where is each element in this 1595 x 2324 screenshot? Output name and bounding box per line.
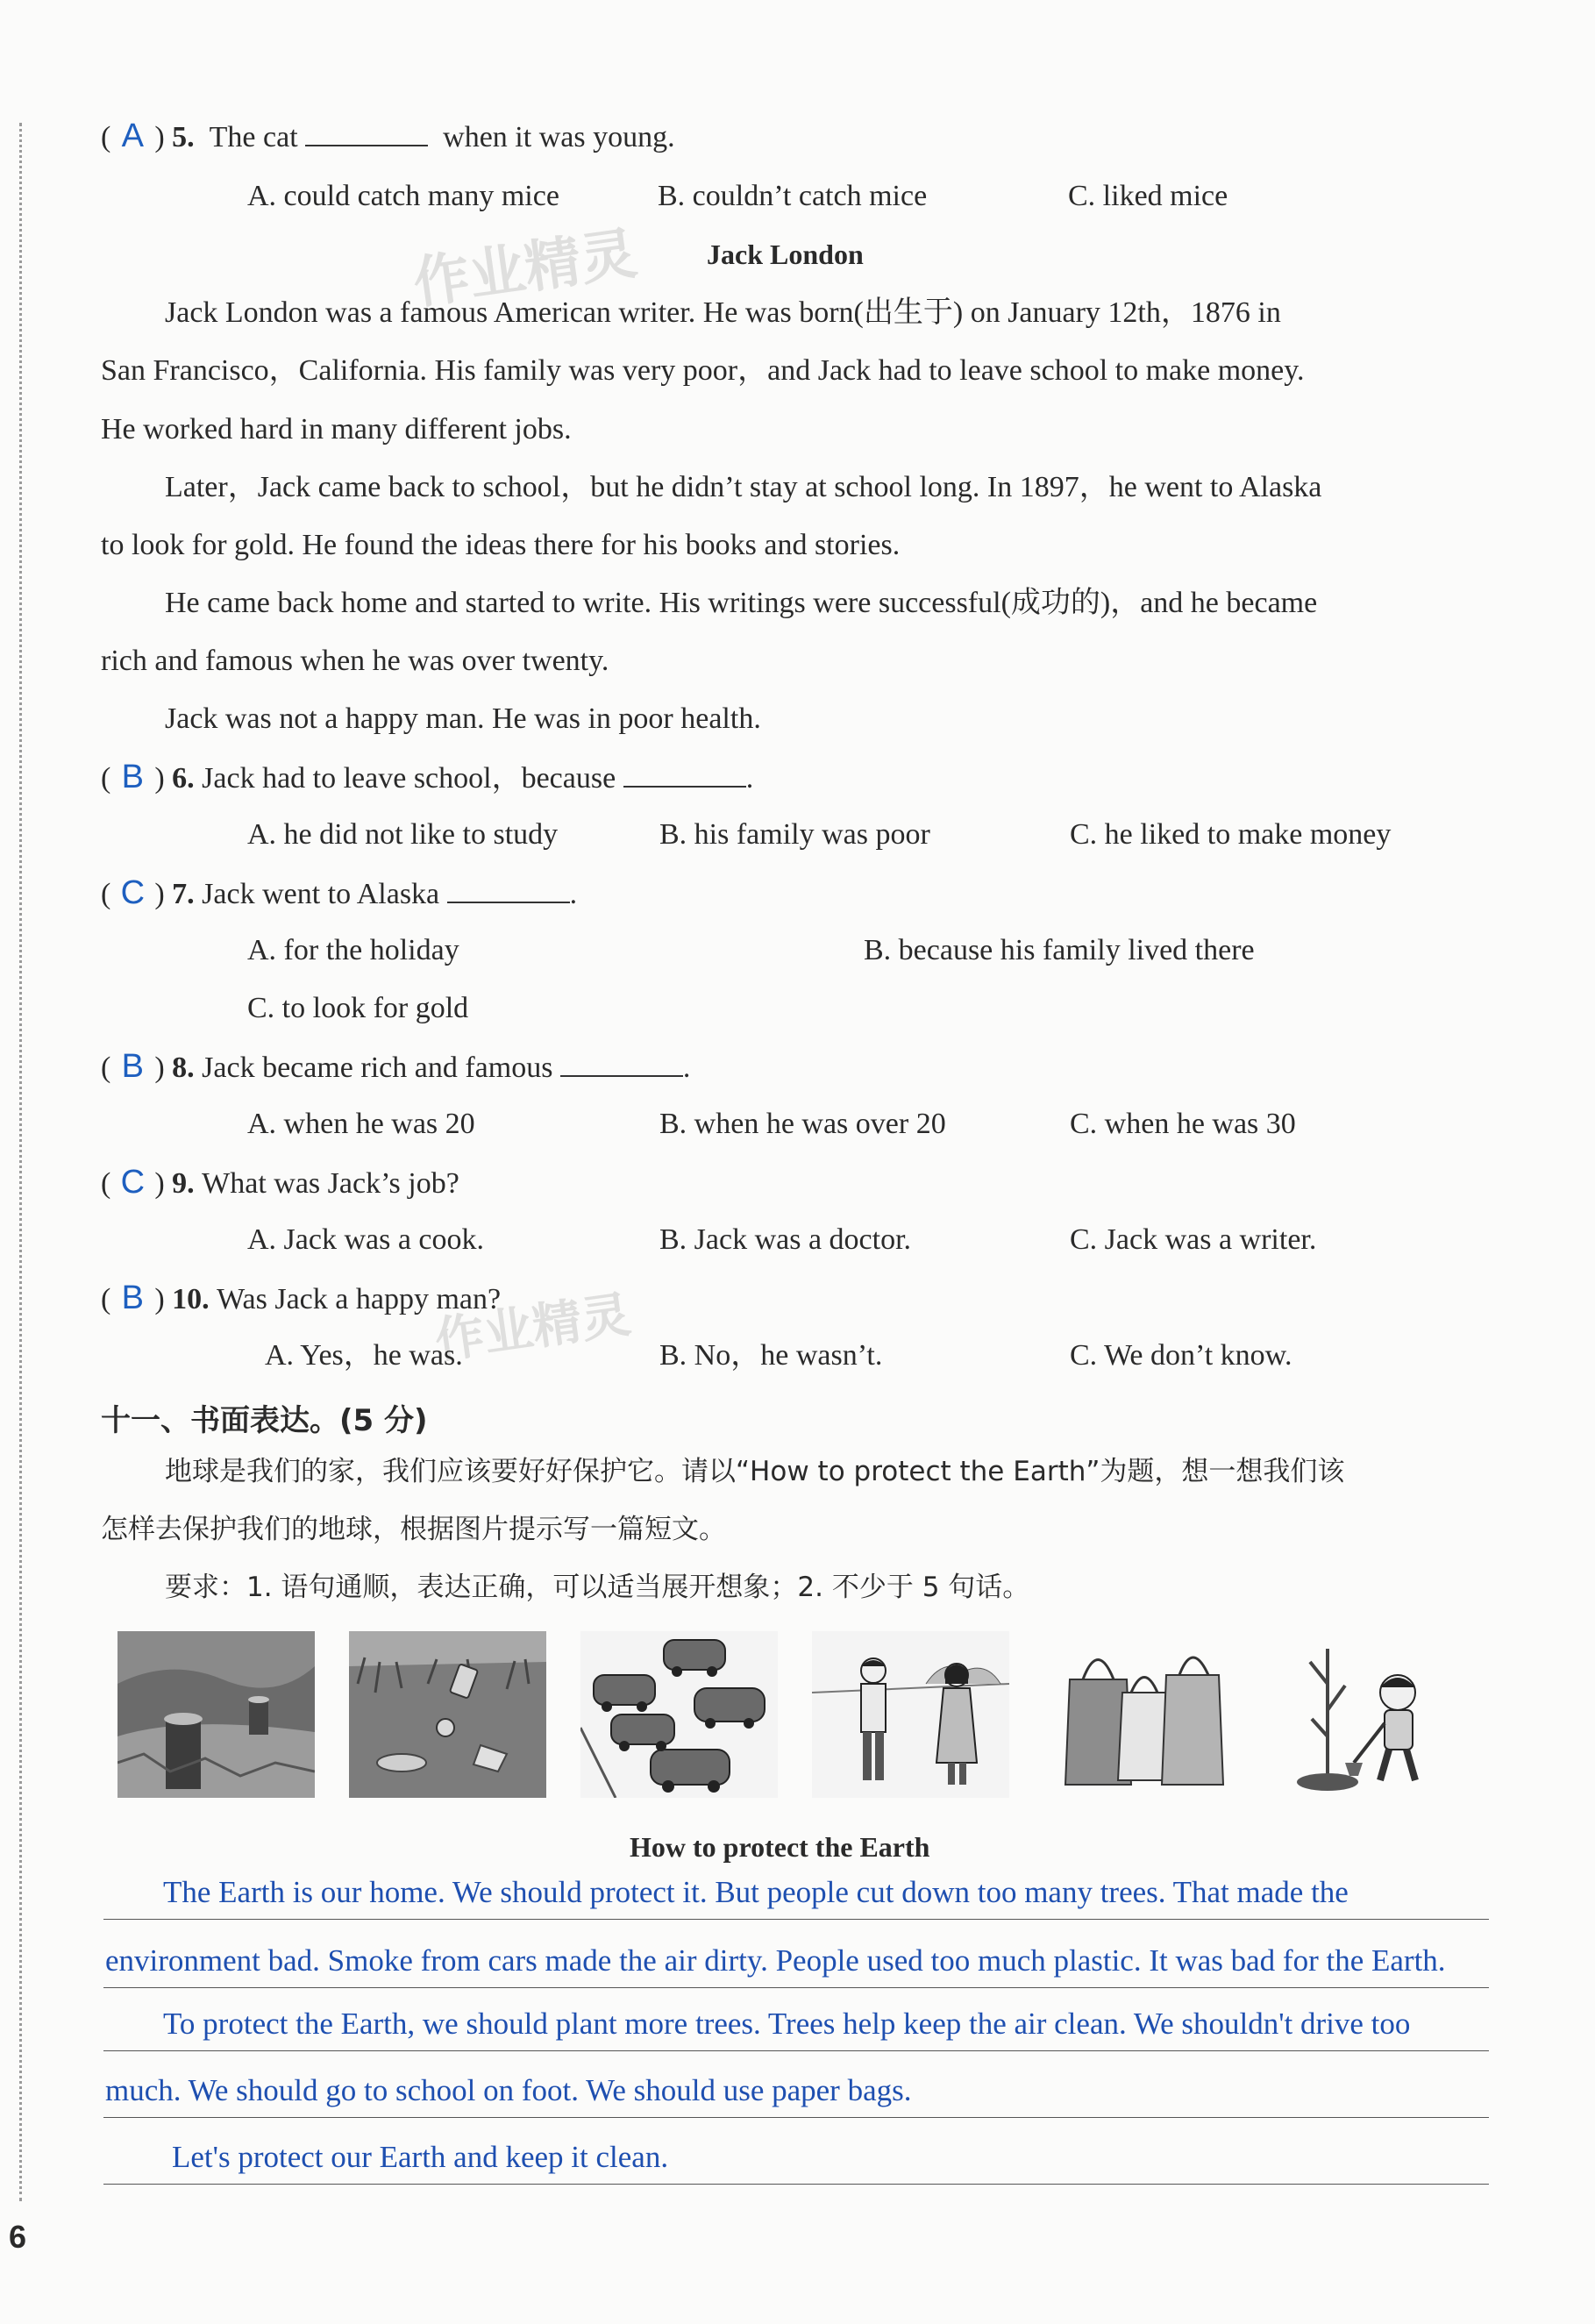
writing-rule	[103, 1919, 1489, 1920]
passage-line: rich and famous when he was over twenty.	[101, 645, 609, 677]
q7-option-c: C. to look for gold	[247, 992, 469, 1024]
passage-line: Jack was not a happy man. He was in poor health.	[165, 702, 761, 735]
question-5: ( A ) 5. The cat when it was young.	[101, 118, 675, 154]
q10-option-c: C. We don’t know.	[1070, 1339, 1292, 1372]
question-8: ( B ) 8. Jack became rich and famous .	[101, 1048, 691, 1085]
q5-option-b: B. couldn’t catch mice	[658, 180, 928, 212]
answer-blank	[560, 1051, 683, 1077]
writing-rule	[103, 2184, 1489, 2185]
essay-line: environment bad. Smoke from cars made the air dirty. People used too much plastic. It was bad for the Earth.	[105, 1943, 1446, 1978]
passage-title: Jack London	[707, 239, 864, 270]
q8-option-a: A. when he was 20	[247, 1108, 475, 1140]
litter-illustration	[349, 1631, 546, 1798]
answer-blank	[447, 877, 570, 903]
passage-line: San Francisco，California. His family was very poor，and Jack had to leave school to make money.	[101, 354, 1305, 387]
answer-8: B	[121, 1048, 144, 1085]
cut-trees-illustration	[117, 1631, 315, 1798]
passage-line: Later，Jack came back to school，but he didn’t stay at school long. In 1897，he went to Alaska	[165, 471, 1322, 503]
section-intro: 地球是我们的家，我们应该要好好保护它。请以“How to protect the Earth”为题，想一想我们该	[165, 1456, 1345, 1487]
question-9: ( C ) 9. What was Jack’s job?	[101, 1164, 459, 1201]
q5-option-c: C. liked mice	[1068, 180, 1228, 212]
q10-option-b: B. No，he wasn’t.	[659, 1339, 883, 1372]
planting-tree-illustration	[1275, 1631, 1472, 1798]
section-heading: 十一、书面表达。(5 分)	[101, 1403, 428, 1438]
writing-rule	[103, 2117, 1489, 2118]
q6-option-c: C. he liked to make money	[1070, 818, 1392, 851]
q8-option-b: B. when he was over 20	[659, 1108, 946, 1140]
watermark: 作业精灵	[431, 1286, 635, 1371]
paper-bags-illustration	[1043, 1631, 1241, 1798]
q6-option-b: B. his family was poor	[659, 818, 930, 851]
picture-prompts	[114, 1631, 1482, 1798]
section-intro: 怎样去保护我们的地球，根据图片提示写一篇短文。	[101, 1514, 726, 1545]
essay-line: much. We should go to school on foot. We should use paper bags.	[105, 2073, 912, 2107]
answer-5: A	[121, 118, 144, 154]
walking-to-school-illustration	[812, 1631, 1009, 1798]
q9-option-c: C. Jack was a writer.	[1070, 1223, 1317, 1256]
q6-option-a: A. he did not like to study	[247, 818, 559, 851]
passage-line: He worked hard in many different jobs.	[101, 413, 572, 446]
q9-option-b: B. Jack was a doctor.	[659, 1223, 912, 1256]
essay-line: Let's protect our Earth and keep it clean.	[172, 2140, 669, 2174]
watermark: 作业精灵	[409, 221, 641, 317]
answer-10: B	[121, 1280, 144, 1316]
page-number: 6	[9, 2219, 27, 2255]
passage-line: He came back home and started to write. His writings were successful(成功的)，and he became	[165, 587, 1318, 619]
answer-6: B	[121, 759, 144, 795]
section-requirements: 要求：1. 语句通顺，表达正确，可以适当展开想象；2. 不少于 5 句话。	[165, 1572, 1030, 1603]
q8-option-c: C. when he was 30	[1070, 1108, 1296, 1140]
essay-line: The Earth is our home. We should protect it. But people cut down too many trees. That made the	[163, 1875, 1349, 1909]
traffic-cars-illustration	[580, 1631, 778, 1798]
essay-title: How to protect the Earth	[630, 1831, 930, 1863]
essay-line: To protect the Earth, we should plant more trees. Trees help keep the air clean. We shouldn't drive too	[163, 2007, 1411, 2041]
binding-margin-dots	[19, 123, 22, 2201]
writing-rule	[103, 2050, 1489, 2051]
passage-line: to look for gold. He found the ideas there for his books and stories.	[101, 529, 901, 561]
q7-option-a: A. for the holiday	[247, 934, 459, 966]
answer-7: C	[120, 874, 146, 911]
passage-line: Jack London was a famous American writer. He was born(出生于) on January 12th，1876 in	[165, 296, 1281, 329]
answer-blank	[305, 120, 428, 146]
question-10: ( B ) 10. Was Jack a happy man?	[101, 1280, 502, 1316]
q7-option-b: B. because his family lived there	[864, 934, 1255, 966]
answer-blank	[623, 761, 746, 788]
question-7: ( C ) 7. Jack went to Alaska .	[101, 874, 578, 911]
q10-option-a: A. Yes，he was.	[265, 1339, 463, 1372]
q9-option-a: A. Jack was a cook.	[247, 1223, 485, 1256]
q5-option-a: A. could catch many mice	[247, 180, 559, 212]
question-6: ( B ) 6. Jack had to leave school，because .	[101, 759, 754, 795]
answer-9: C	[120, 1164, 146, 1201]
writing-rule	[103, 1987, 1489, 1988]
